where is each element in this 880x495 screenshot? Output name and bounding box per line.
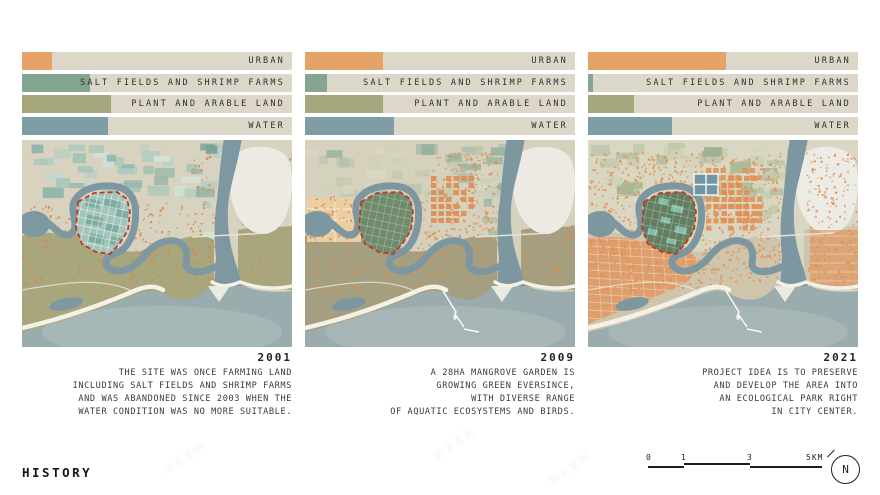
satellite-map-2009 xyxy=(305,140,575,347)
caption-2021 xyxy=(588,367,858,419)
year-label-2009: 2009 xyxy=(540,350,575,364)
scale-segment xyxy=(684,463,750,465)
year-label-2001: 2001 xyxy=(257,350,292,364)
legend-fill-plant xyxy=(22,95,111,113)
caption-line: INCLUDING SALT FIELDS AND SHRIMP FARMS xyxy=(72,380,292,391)
legend-row-urban xyxy=(588,52,858,70)
watermark: 知末案例 xyxy=(432,425,478,463)
satellite-map-2021 xyxy=(588,140,858,347)
legend-row-urban xyxy=(305,52,575,70)
caption-line: A 28HA MANGROVE GARDEN IS xyxy=(430,367,575,378)
caption-2009 xyxy=(305,367,575,419)
legend-label-salt: SALT FIELDS AND SHRIMP FARMS xyxy=(363,77,568,88)
legend-label-water: WATER xyxy=(814,120,851,131)
legend-label-urban: URBAN xyxy=(531,56,568,66)
north-arrow-icon: N xyxy=(831,455,860,484)
scale-label-1: 1 xyxy=(681,453,687,462)
legend-row-plant xyxy=(305,95,575,113)
legend-fill-water xyxy=(22,117,108,135)
year-panels xyxy=(22,52,858,419)
legend-fill-plant xyxy=(305,95,383,113)
caption-line: GROWING GREEN EVERSINCE, xyxy=(436,380,575,391)
legend-label-plant: PLANT AND ARABLE LAND xyxy=(414,99,568,109)
caption-line: THE SITE WAS ONCE FARMING LAND xyxy=(118,367,292,378)
legend-label-plant: PLANT AND ARABLE LAND xyxy=(131,99,285,109)
panel-2021 xyxy=(588,52,858,419)
legend-fill-salt xyxy=(305,74,327,92)
legend-label-salt: SALT FIELDS AND SHRIMP FARMS xyxy=(80,77,285,88)
legend-fill-water xyxy=(305,117,394,135)
legend-label-water: WATER xyxy=(248,120,285,131)
legend-row-salt xyxy=(22,74,292,92)
legend-fill-urban xyxy=(588,52,726,70)
panel-2001 xyxy=(22,52,292,419)
legend-fill-plant xyxy=(588,95,634,113)
legend-fill-urban xyxy=(22,52,52,70)
scale-label-5km: 5KM xyxy=(806,453,824,462)
legend-row-water xyxy=(305,117,575,135)
scale-label-3: 3 xyxy=(747,453,753,462)
legend-fill-urban xyxy=(305,52,383,70)
panel-2009 xyxy=(305,52,575,419)
legend-2001 xyxy=(22,52,292,135)
caption-line: WITH DIVERSE RANGE xyxy=(471,393,575,404)
caption-line: AN ECOLOGICAL PARK RIGHT xyxy=(719,393,858,404)
legend-fill-water xyxy=(588,117,672,135)
legend-label-urban: URBAN xyxy=(248,56,285,66)
legend-row-water xyxy=(22,117,292,135)
legend-label-water: WATER xyxy=(531,120,568,131)
watermark: 知末案例 xyxy=(547,450,593,488)
watermark: 知末案例 xyxy=(162,440,208,478)
caption-line: AND DEVELOP THE AREA INTO xyxy=(713,380,858,391)
legend-label-urban: URBAN xyxy=(814,56,851,66)
scale-bar xyxy=(648,453,826,471)
year-label-2021: 2021 xyxy=(823,350,858,364)
caption-line: IN CITY CENTER. xyxy=(771,406,858,417)
north-needle-icon xyxy=(827,450,835,458)
legend-fill-salt xyxy=(588,74,593,92)
caption-2001 xyxy=(22,367,292,419)
legend-2021 xyxy=(588,52,858,135)
legend-row-urban xyxy=(22,52,292,70)
scale-segment xyxy=(648,466,684,468)
caption-line: OF AQUATIC ECOSYSTEMS AND BIRDS. xyxy=(390,406,575,417)
scale-label-0: 0 xyxy=(646,453,652,462)
caption-line: AND WAS ABANDONED SINCE 2003 WHEN THE xyxy=(78,393,292,404)
legend-2009 xyxy=(305,52,575,135)
legend-row-salt xyxy=(305,74,575,92)
scale-segment xyxy=(750,466,822,468)
legend-label-salt: SALT FIELDS AND SHRIMP FARMS xyxy=(646,77,851,88)
satellite-map-2001 xyxy=(22,140,292,347)
legend-label-plant: PLANT AND ARABLE LAND xyxy=(697,99,851,109)
legend-row-plant xyxy=(588,95,858,113)
legend-row-salt xyxy=(588,74,858,92)
legend-row-plant xyxy=(22,95,292,113)
caption-line: WATER CONDITION WAS NO MORE SUITABLE. xyxy=(78,406,292,417)
legend-row-water xyxy=(588,117,858,135)
page-title: HISTORY xyxy=(22,465,93,480)
caption-line: PROJECT IDEA IS TO PRESERVE xyxy=(702,367,858,378)
